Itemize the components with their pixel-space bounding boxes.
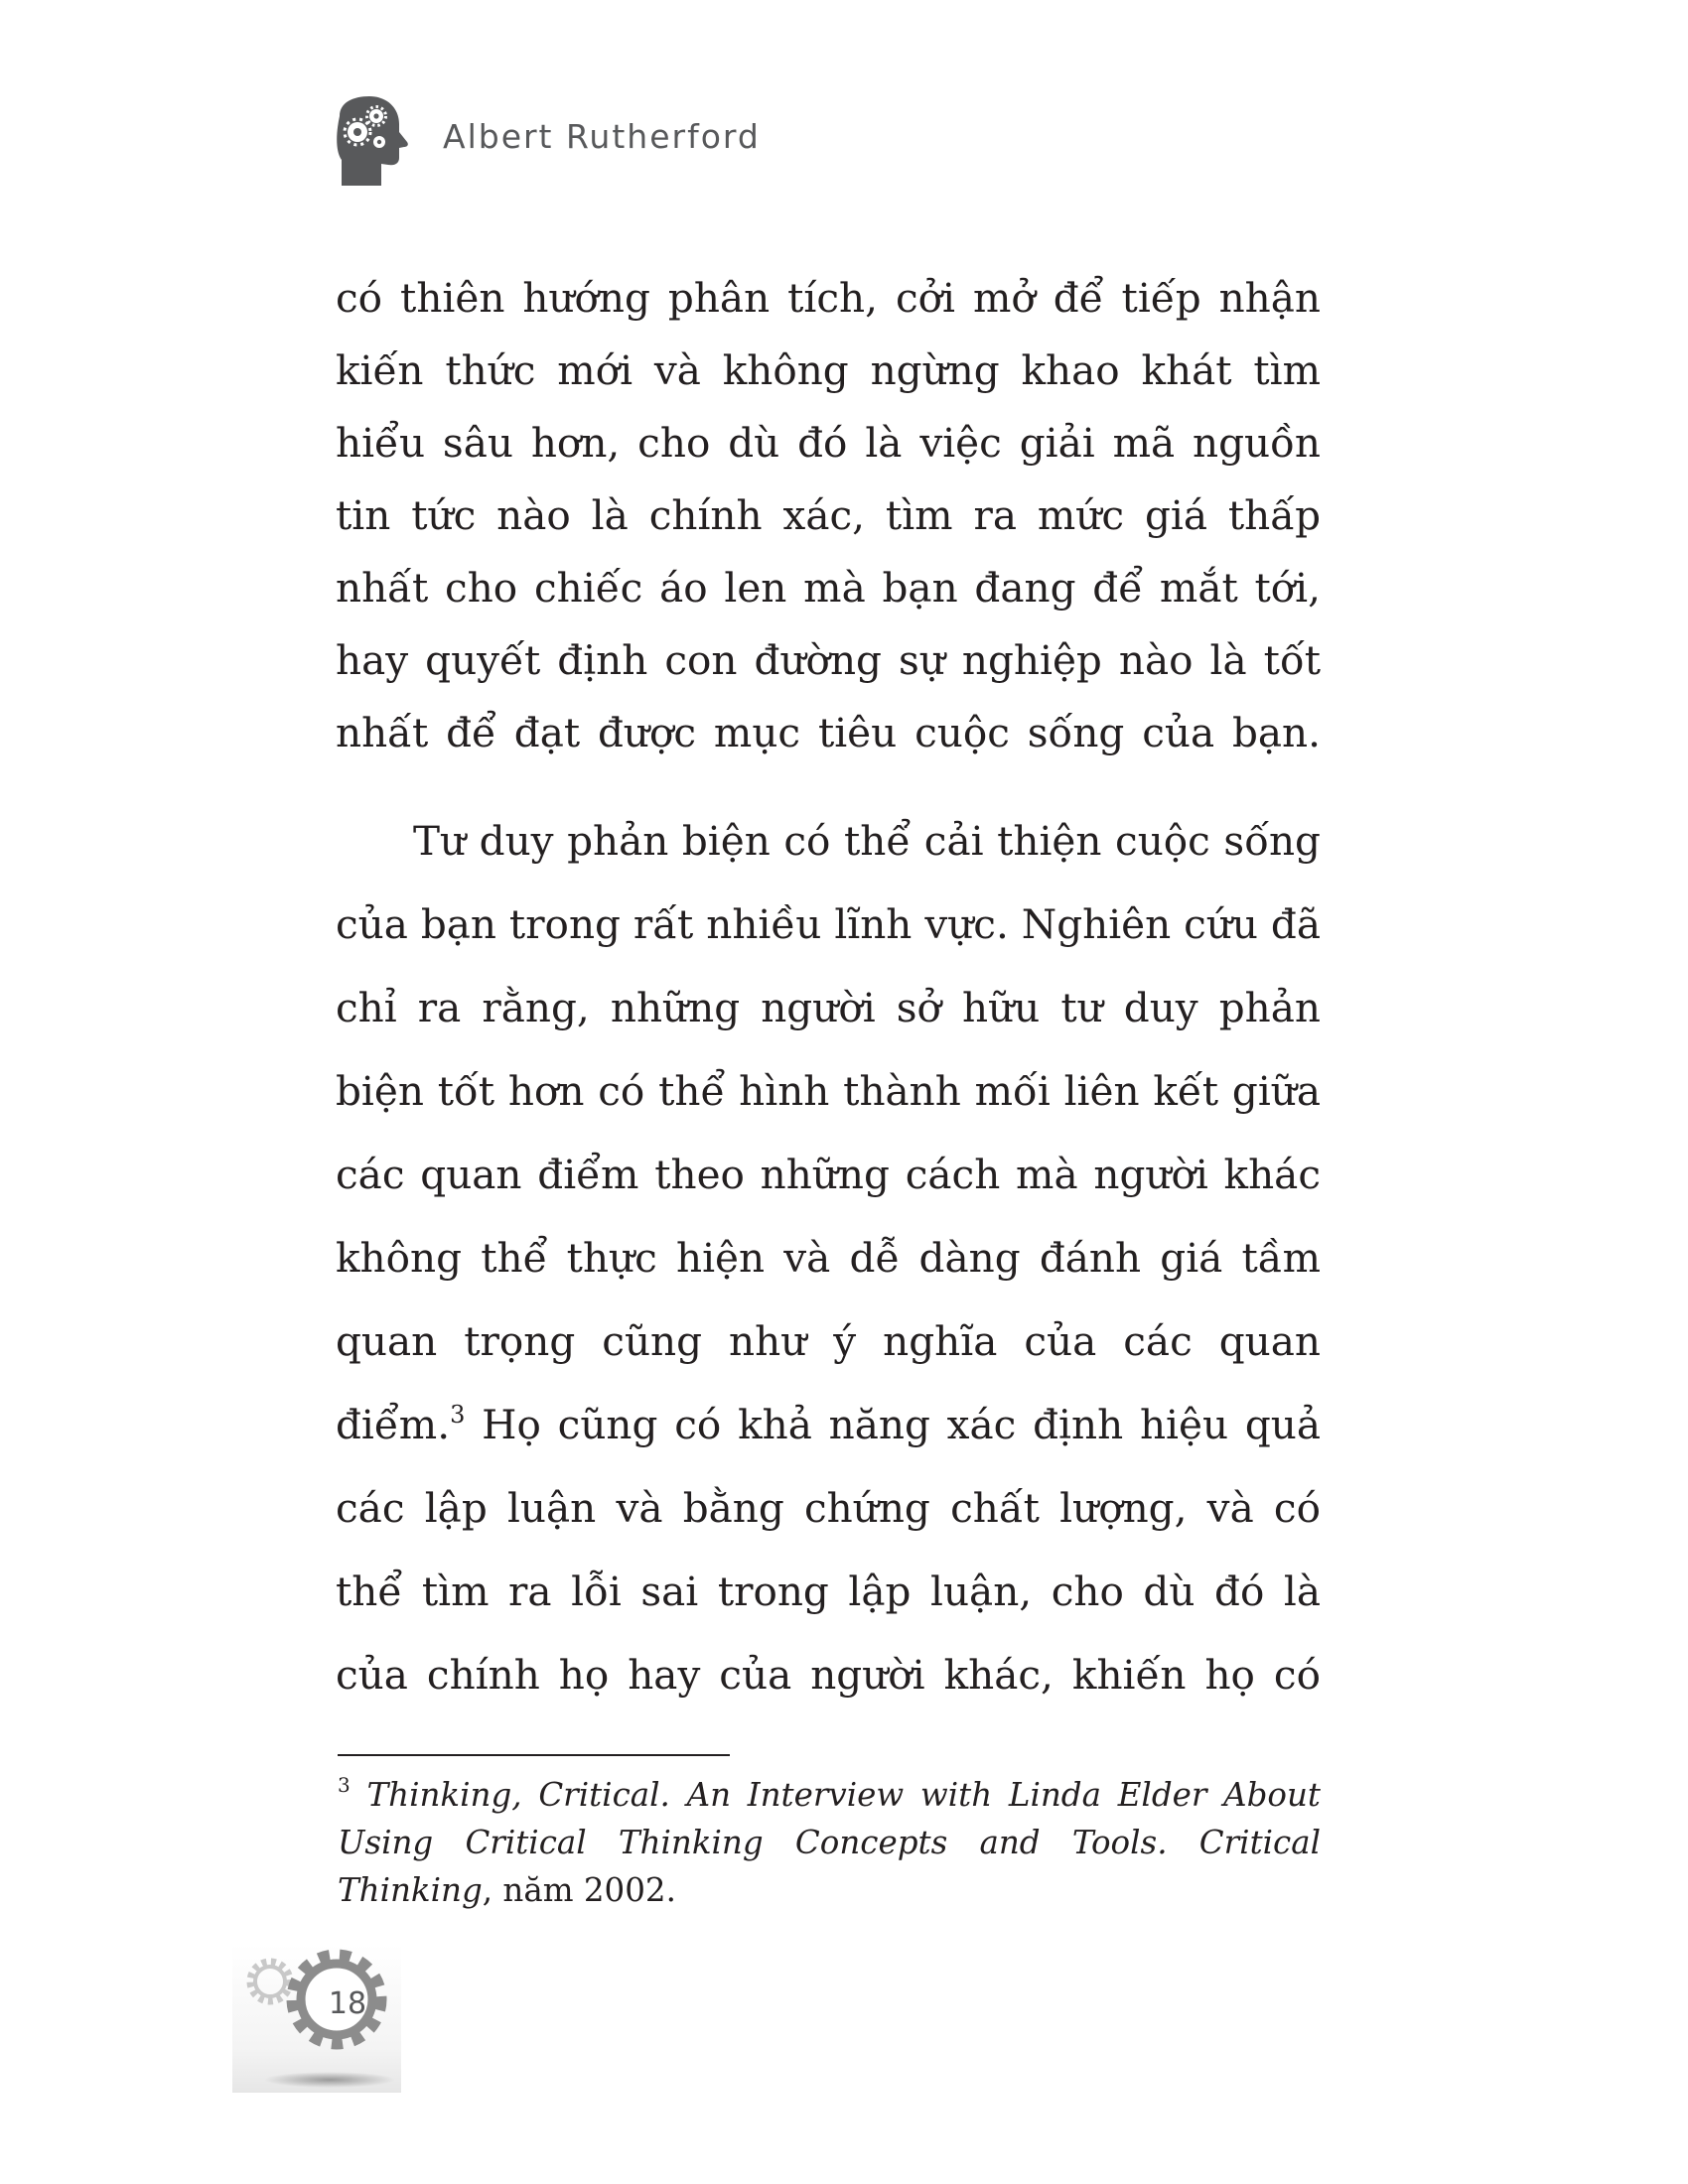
head-with-gears-icon bbox=[328, 94, 417, 189]
paragraph-continued: có thiên hướng phân tích, cởi mở để tiếp nhận kiến thức mới và không ngừng khao khát tìm hiểu sâu hơn, cho dù đó là việc giải mã nguồn tin tức nào là chính xác, tìm ra mức giá thấp nhất cho chiếc áo len mà bạn đang để mắt tới, hay quyết định con đường sự nghiệp nào là tốt nhất để đạt được mục tiêu cuộc sống của bạn. bbox=[336, 274, 1321, 756]
footnote-marker: 3 bbox=[338, 1773, 351, 1797]
paragraph bbox=[336, 799, 1321, 1716]
footnote-divider bbox=[338, 1754, 730, 1756]
footnote-reference: 3 bbox=[450, 1401, 466, 1429]
footnote-citation-rest: , năm 2002. bbox=[482, 1871, 676, 1909]
page-number: 18 bbox=[328, 1986, 367, 2021]
footnote-citation-title: Thinking, Critical. An Interview with Linda Elder About Using Critical Thinking Concepts and Tools. Critical Thinking bbox=[338, 1776, 1321, 1909]
paragraph-text: Tư duy phản biện có thể cải thiện cuộc sống của bạn trong rất nhiều lĩnh vực. Nghiên cứu đã chỉ ra rằng, những người sở hữu tư duy phản biện tốt hơn có thể hình thành mối liên kết giữa các quan điểm theo những cách mà người khác không thể thực hiện và dễ dàng đánh giá tầm quan trọng cũng như ý nghĩa của các quan điểm. bbox=[336, 817, 1321, 1448]
running-header-author: Albert Rutherford bbox=[443, 117, 761, 156]
body-text bbox=[336, 262, 1321, 1716]
footnote bbox=[338, 1771, 1321, 1914]
paragraph-text-continued: Họ cũng có khả năng xác định hiệu quả các lập luận và bằng chứng chất lượng, và có thể tìm ra lỗi sai trong lập luận, cho dù đó là của chính họ hay của người khác, khiến họ có bbox=[336, 1401, 1321, 1699]
